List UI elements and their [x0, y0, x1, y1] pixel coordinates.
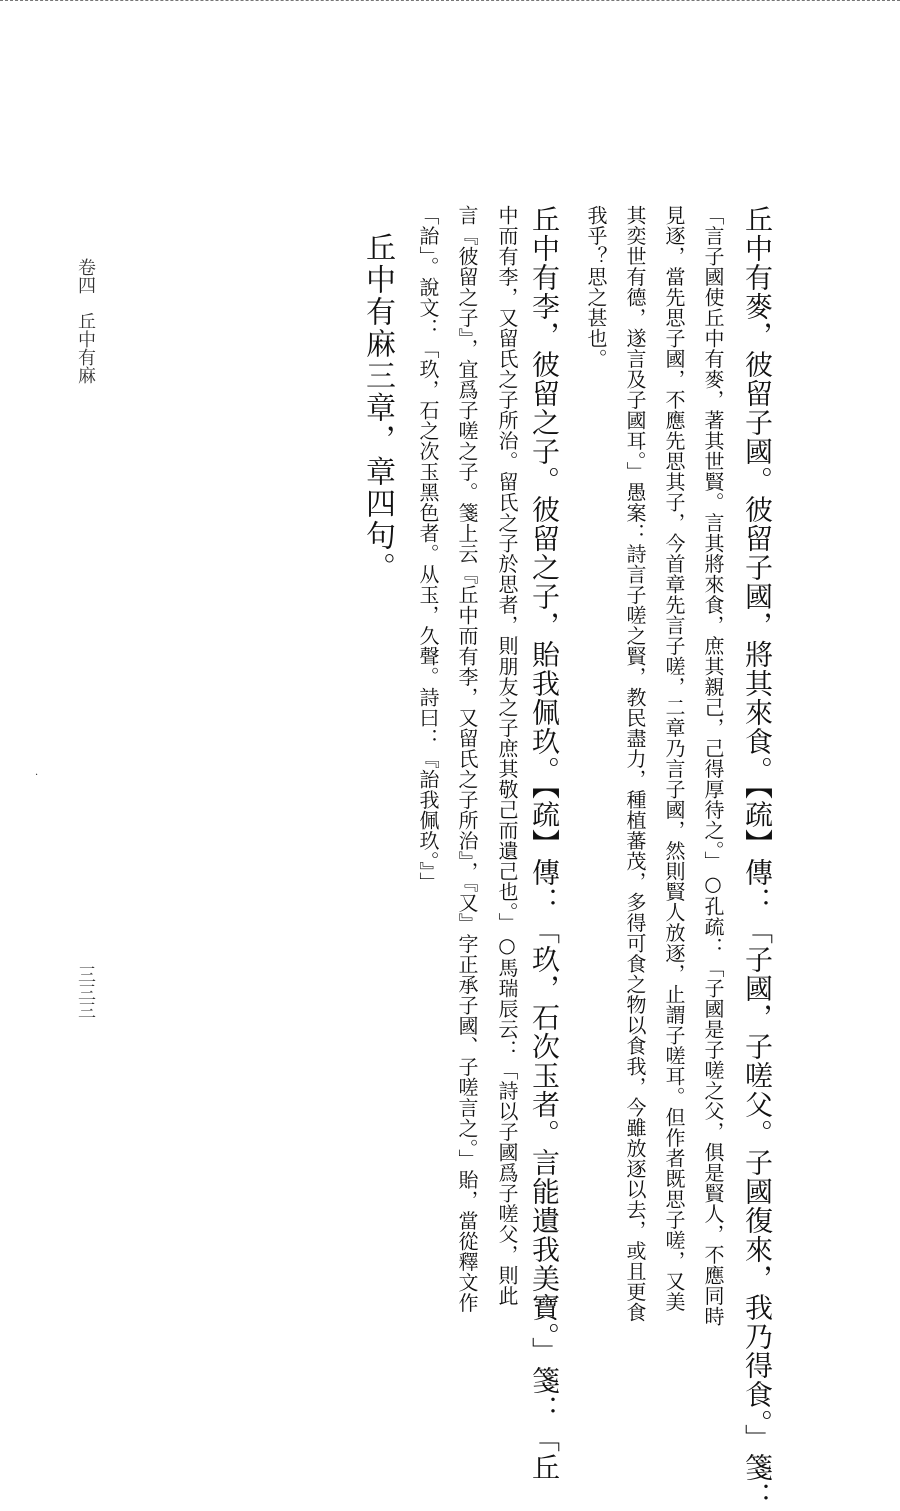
verse-line-2: 丘中有李，彼留之子。彼留之子，貽我佩玖。【疏】傳：「玖，石次玉者。言能遺我美寶。」箋：「丘 [528, 205, 561, 1482]
page-number: 三三三 [75, 965, 96, 1019]
commentary-line-1: 「言子國使丘中有麥，著其世賢。言其將來食，庶其親己，己得厚待之。」○孔疏：「子國是子嗟之父，俱是賢人，不應同時 [701, 205, 725, 1327]
commentary-line-4: 我乎？思之甚也。 [584, 205, 608, 369]
running-header: 卷四 丘中有麻 [75, 258, 96, 384]
commentary-line-2: 見逐，當先思子國，不應先思其子，今首章先言子嗟，二章乃言子國，然則賢人放逐，止謂子嗟耳。但作者既思子嗟，又美 [662, 205, 686, 1312]
commentary-line-7: 「詒」。說文：「玖，石之次玉黑色者。从玉，久聲。詩曰：『詒我佩玖。』」 [416, 205, 440, 893]
chapter-summary: 丘中有麻三章，章四句。 [360, 232, 395, 584]
commentary-line-6: 言『彼留之子』，宜爲子嗟之子。箋上云『丘中而有李，又留氏之子所治』，『又』字正承子國、子嗟言之。」貽，當從釋文作 [455, 205, 479, 1313]
commentary-line-3: 其奕世有德，遂言及子國耳。」愚案：詩言子嗟之賢，教民盡力，種植蕃茂，多得可食之物以食我，今雖放逐以去，或且更食 [623, 205, 647, 1323]
commentary-line-5: 中而有李，又留氏之子所治。留氏之子於思者，則朋友之子庶其敬己而遺己也。」○馬瑞辰云：「詩以子國爲子嗟父，則此 [495, 205, 519, 1306]
page-top-border [0, 0, 900, 1]
speck: · [35, 770, 39, 781]
verse-line-1: 丘中有麥，彼留子國。彼留子國，將其來食。【疏】傳：「子國，子嗟父。子國復來，我乃得食。」箋： [741, 205, 774, 1511]
